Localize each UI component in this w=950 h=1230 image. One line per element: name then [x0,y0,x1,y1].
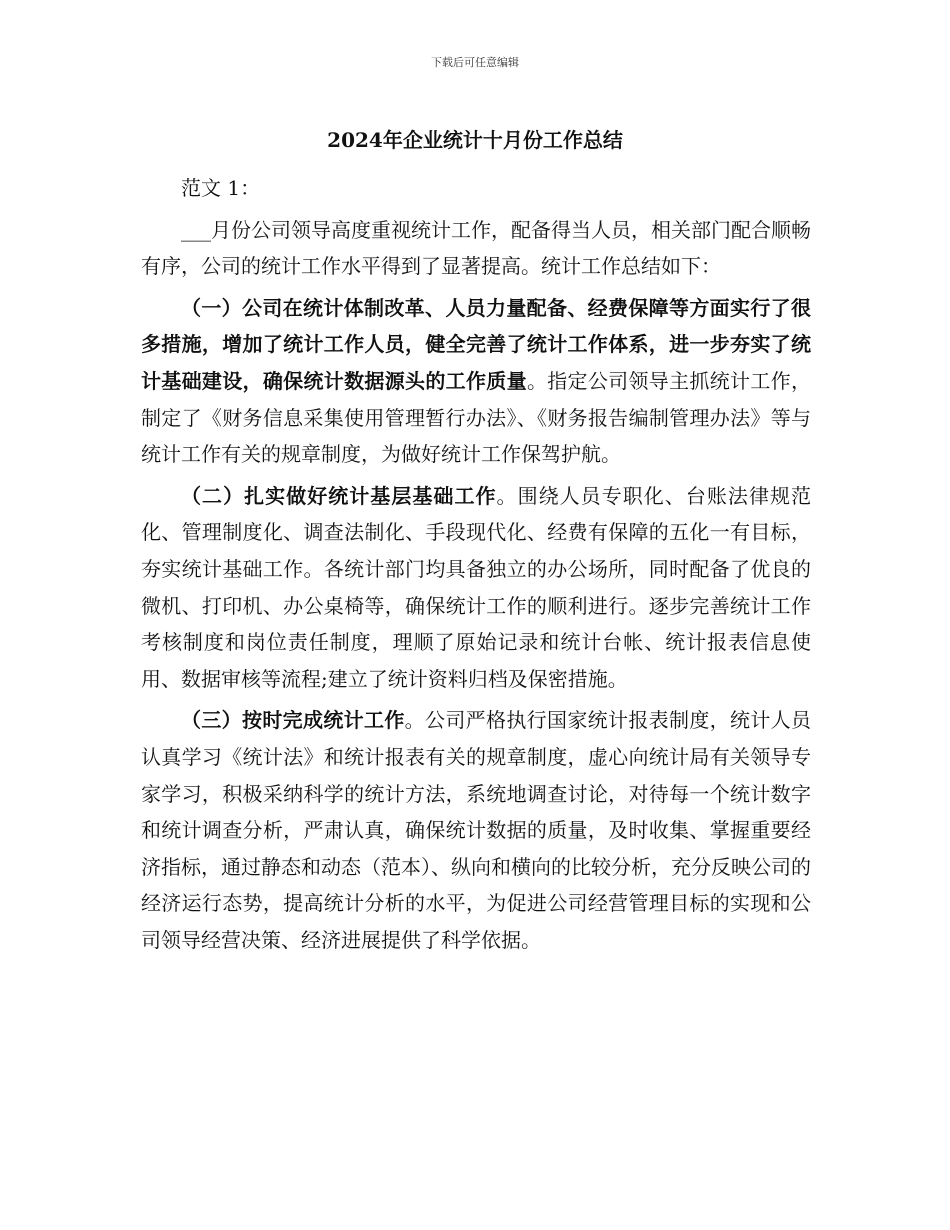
section-heading-1: （一）公司在统计体制改革、人员力量配备、经费保障等方面实行了很多措施，增加了统计工作人员，健全完善了统计工作体系，进一步夯实了统计基础建设，确保统计数据源头的工作质量 [141,295,811,393]
intro-paragraph [141,212,811,285]
document-title: 2024年企业统计十月份工作总结 [327,128,623,152]
section-paragraph-3 [141,702,811,958]
section-body-1: 。指定公司领导主抓统计工作，制定了《财务信息采集使用管理暂行办法》、《财务报告编制管理办法》等与统计工作有关的规章制度，为做好统计工作保驾护航。 [141,368,811,467]
intro-text: ___月份公司领导高度重视统计工作，配备得当人员，相关部门配合顺畅有序，公司的统计工作水平得到了显著提高。统计工作总结如下： [141,217,811,279]
section-body-3: 。公司严格执行国家统计报表制度，统计人员认真学习《统计法》和统计报表有关的规章制度，虚心向统计局有关领导专家学习，积极采纳科学的统计方法，系统地调查讨论，对待每一个统计数字和统计调查分析，严肃认真，确保统计数据的质量，及时收集、掌握重要经济指标，通过静态和动态（范本）、纵向和横向的比较分析，充分反映公司的经济运行态势，提高统计分析的水平，为促进公司经营管理目标的实现和公司领导经营决策、经济进展提供了科学依据。 [141,708,812,952]
document-body [141,170,811,963]
section-paragraph-2 [141,478,811,698]
section-heading-2: （二）扎实做好统计基层基础工作 [181,483,497,508]
sample-label [141,170,811,207]
section-paragraph-1 [141,290,811,473]
section-heading-3: （三）按时完成统计工作 [181,708,405,733]
sample-label-text: 范文 1： [181,176,261,200]
section-body-2: 。围绕人员专职化、台账法律规范化、管理制度化、调查法制化、手段现代化、经费有保障的五化一有目标，夯实统计基础工作。各统计部门均具备独立的办公场所，同时配备了优良的微机、打印机、办公桌椅等，确保统计工作的顺利进行。逐步完善统计工作考核制度和岗位责任制度，理顺了原始记录和统计台帐、统计报表信息使用、数据审核等流程;建立了统计资料归档及保密措施。 [141,483,812,691]
header-note: 下载后可任意编辑 [431,56,519,69]
